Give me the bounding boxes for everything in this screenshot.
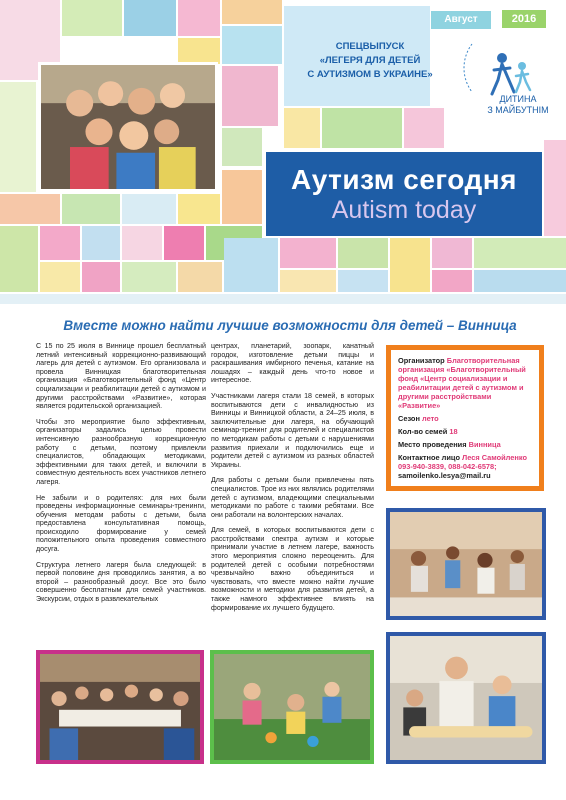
tile: [0, 194, 60, 224]
tile: [124, 0, 176, 36]
paragraph: С 15 по 25 июля в Виннице прошел бесплатный летний интенсивный коррекционно-развивающий лагерь для детей с аутизмом. Его организовала и провела Винницкая благотворительная организация «Благотворительный фонд «Центр социализации и реабилитации детей с аутизмом и другими расстройствами «Развитие», которая является родительской организацией.: [36, 342, 206, 411]
tile: [222, 170, 262, 224]
tile: [178, 38, 220, 64]
paragraph: Не забыли и о родителях: для них были проведены информационные семинары-тренинги, обучения методам работы с детьми, была предоставлена консультативная помощь, происходило формирование у семей положительного опыта проведения совместного досуга.: [36, 493, 206, 554]
tile: [284, 108, 320, 148]
paragraph: центрах, планетарий, зоопарк, канатный городок, изготовление детьми пиццы и раскрашивания имбирного печенья, катание на лошадях – каждый день что-то новое и интересное.: [211, 342, 374, 385]
tile: [390, 238, 430, 292]
tile: [0, 82, 36, 192]
paragraph: Для работы с детьми были привлечены пять специалистов. Трое из них являлись родителями детей с аутизмом, владеющими специальными методиками по работе с такими ребятами. Все они работали на волонтерских началах.: [211, 476, 374, 519]
info-place: Место проведения Винница: [398, 440, 501, 449]
logo-name: ДИТИНА З МАЙБУТНІМ: [487, 94, 549, 115]
tile: [178, 194, 220, 224]
tile: [82, 262, 120, 292]
tile: [222, 66, 278, 126]
tile: [122, 226, 162, 260]
header-photo-children: [38, 62, 218, 192]
tile: [280, 270, 336, 292]
paragraph: Чтобы это мероприятие было эффективным, организаторы задались целью провести интенсивную разнообразную коррекционную работу с детьми, поэтому привлекли специалистов, обладающих методиками, эффективными для таких детей, и включили в совместную деятельность всех участников летнего лагеря.: [36, 417, 206, 486]
tile: [224, 238, 278, 292]
tile: [222, 128, 262, 166]
issue-year: 2016: [502, 10, 546, 28]
tile: [432, 238, 472, 268]
special-issue-label: [300, 40, 440, 82]
photo-pizza-making: [386, 632, 546, 764]
paragraph: Для семей, в которых воспитываются дети с расстройствами спектра аутизм и которые принимали участие в летнем лагере, важность этого мероприятия сложно переоценить. Для родителей детей с особыми потребностями чрезвычайно важно объединиться и чувствовать, что вместе можно найти лучшие возможности и методики для развития детей, а также намного эффективнее влиять на формирование их лучшего будущего.: [211, 526, 374, 612]
tile: [122, 262, 176, 292]
info-contact: Контактное лицо Леся Самойленко 093-940-3839, 088-042-6578; samoilenko.lesya@mail.ru: [398, 453, 527, 480]
tile: [164, 226, 204, 260]
tile: [322, 108, 402, 148]
article-column-1: [36, 342, 206, 644]
tile: [62, 0, 122, 36]
tile: [40, 262, 80, 292]
contact-phones: 093-940-3839, 088-042-6578;: [398, 462, 497, 471]
tile: [474, 270, 566, 292]
tile: [338, 270, 388, 292]
special-issue-line: С АУТИЗМОМ В УКРАИНЕ»: [307, 69, 433, 80]
special-issue-line: «ЛЕГЕРЯ ДЛЯ ДЕТЕЙ: [319, 55, 421, 66]
info-families: Кол-во семей 18: [398, 427, 458, 436]
paragraph: Структура летнего лагеря была следующей: в первой половине дня проводились занятия, а во второй – разнообразный досуг. Все это было совершенно бесплатным для семей участников. Экскурсии, отдых в развлекательных: [36, 560, 206, 604]
tile: [544, 140, 566, 236]
tile: [222, 0, 282, 24]
tile: [82, 226, 120, 260]
tile: [280, 238, 336, 268]
article-headline: Вместе можно найти лучшие возможности для детей – Винница: [63, 318, 517, 333]
tile: [40, 226, 80, 260]
info-organizer: Организатор Благотворительная организация «Благотворительный фонд «Центр социализации и реабилитации детей с аутизмом и другими расстройствами «Развитие»: [398, 356, 526, 410]
tile: [222, 26, 282, 64]
tile: [0, 294, 566, 304]
tile: [404, 108, 444, 148]
info-season: Сезон лето: [398, 414, 439, 423]
issue-month: Август: [431, 11, 491, 29]
photo-exercise-class: [386, 508, 546, 620]
tile: [0, 226, 38, 292]
paragraph: Участниками лагеря стали 18 семей, в которых воспитываются дети с инвалидностью из Винницы и Винницкой области, а 24–25 июля, в заключительные дни лагеря, на обучающий семинар-тренинг для родителей и специалистов по методикам работы с детьми с нарушениями развития приехали и подключились еще и родители детей с аутизмом из разных областей Украины.: [211, 391, 374, 469]
title-english: Autism today: [331, 196, 477, 224]
photo-group-table: [36, 650, 204, 764]
special-issue-line: СПЕЦВЫПУСК: [335, 41, 405, 52]
tile: [474, 238, 566, 268]
camp-info-box: [386, 345, 544, 491]
tile: [338, 238, 388, 268]
contact-email[interactable]: samoilenko.lesya@mail.ru: [398, 471, 491, 480]
tile: [62, 194, 120, 224]
photo-kids-playing: [210, 650, 374, 764]
title-russian: Аутизм сегодня: [291, 164, 517, 195]
tile: [178, 262, 222, 292]
article-column-2: [211, 342, 374, 642]
tile: [122, 194, 176, 224]
tile: [178, 0, 220, 36]
foundation-logo: [452, 36, 556, 132]
magazine-title-block: [266, 152, 542, 236]
tile: [432, 270, 472, 292]
logo-figures-icon: [452, 36, 556, 132]
